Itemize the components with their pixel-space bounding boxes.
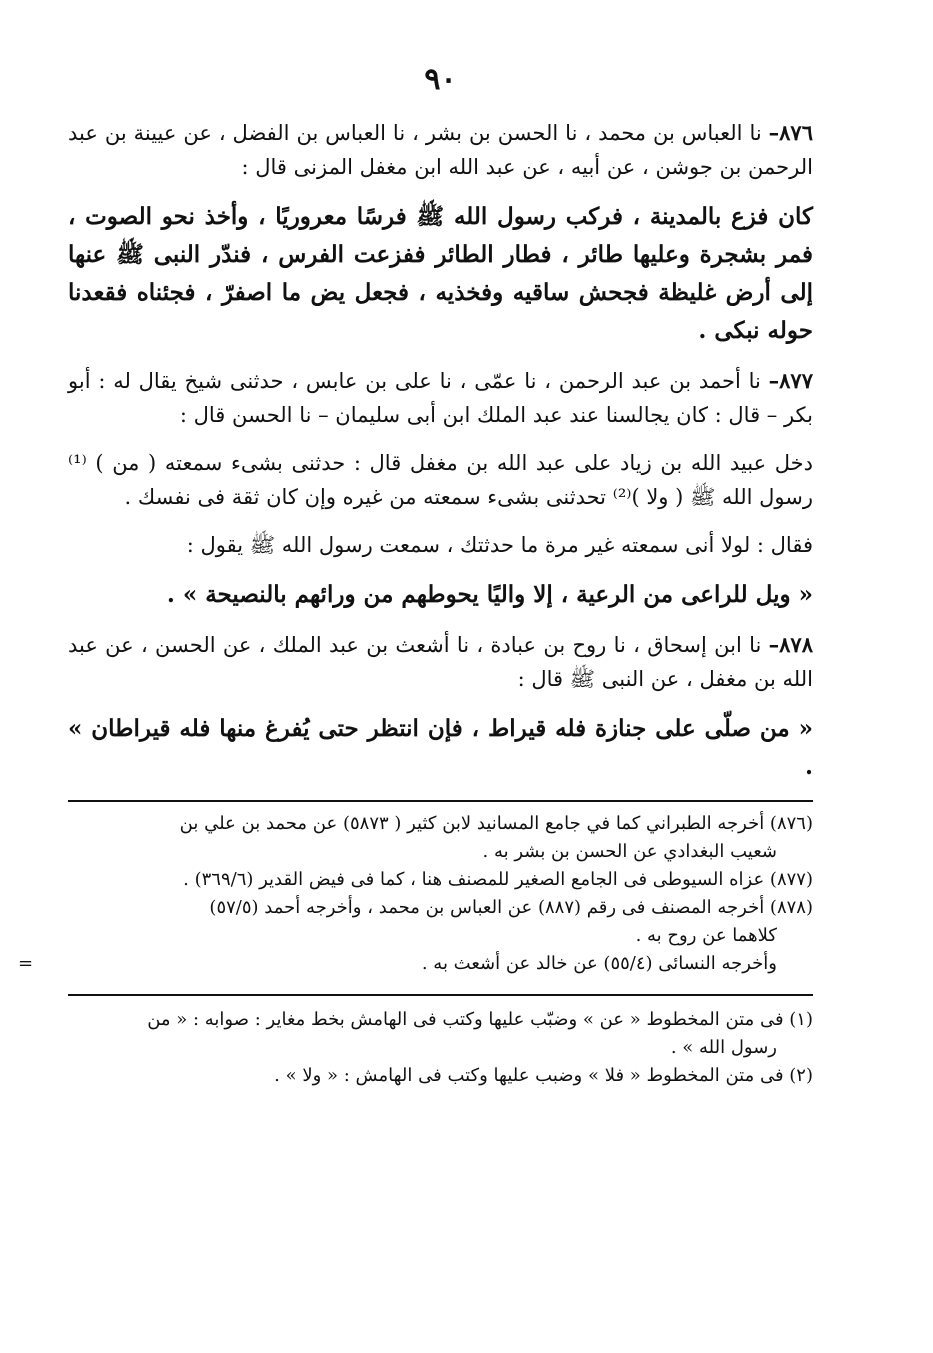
continuation-mark: = [18,953,34,974]
hadith-878-matn: « من صلّى على جنازة فله قيراط ، فإن انتظر حتى يُفرغ منها فله قيراطان » . [68,715,813,780]
footnotes [68,1006,813,1090]
takhrij-878: (٨٧٨) أخرجه المصنف فى رقم (٨٨٧) عن العباس بن محمد ، وأخرجه أحمد (٥٧/٥) كلاهما عن روح به . [209,897,813,946]
takhrij-878-nasai: وأخرجه النسائى (٥٥/٤) عن خالد عن أشعث به . = [68,950,813,978]
footnote-2: (٢) فى متن المخطوط « فلا » وضبب عليها وكتب فى الهامش : « ولا » . [274,1065,813,1086]
footnote-1: (١) فى متن المخطوط « عن » وضبّب عليها وكتب فى الهامش بخط مغاير : صوابه : « من رسول الله » . [147,1009,813,1058]
hadith-876-matn: كان فزع بالمدينة ، فركب رسول الله ﷺ فرسًا معروريًا ، وأخذ نحو الصوت ، فمر بشجرة وعليها طائر ، فطار الطائر ففزعت الفرس ، فندّر النبى ﷺ عنها إلى أرض غليظة فجحش ساقيه وفخذيه ، فجعل يض ما اصفرّ ، فجئناه فقعدنا حوله نبكى . [68,203,813,344]
hadith-877-isnad: ٨٧٧– نا أحمد بن عبد الرحمن ، نا عمّى ، نا على بن عابس ، حدثنى شيخ يقال له : أبو بكر – قال : كان يجالسنا عند عبد الملك ابن أبى سليمان – نا الحسن قال : [68,368,813,427]
takhrij-877: (٨٧٧) عزاه السيوطى فى الجامع الصغير للمصنف هنا ، كما فى فيض القدير (٣٦٩/٦) . [183,869,813,890]
takhrij-separator [68,800,813,802]
hadith-877-reply: فقال : لولا أنى سمعته غير مرة ما حدثتك ، سمعت رسول الله ﷺ يقول : [186,533,813,557]
hadith-877-story: دخل عبيد الله بن زياد على عبد الله بن مغفل قال : حدثنى بشىء سمعته ( من ) ⁽¹⁾ رسول الله ﷺ ( ولا )⁽²⁾ تحدثنى بشىء سمعته من غيره وإن كان ثقة فى نفسك . [68,451,813,509]
footnote-separator [68,994,813,996]
takhrij-876: (٨٧٦) أخرجه الطبراني كما في جامع المسانيد لابن كثير ( ٥٨٧٣) عن محمد بن علي بن شعيب البغدادي عن الحسن بن بشر به . [179,813,813,862]
hadith-876-isnad: ٨٧٦– نا العباس بن محمد ، نا الحسن بن بشر ، نا العباس بن الفضل ، عن عيينة بن عبد الرحمن بن جوشن ، عن أبيه ، عن عبد الله ابن مغفل المزنى قال : [68,120,813,179]
hadith-878-isnad: ٨٧٨– نا ابن إسحاق ، نا روح بن عبادة ، نا أشعث بن عبد الملك ، عن الحسن ، عن عبد الله بن مغفل ، عن النبى ﷺ قال : [68,632,813,691]
takhrij-notes [18,810,813,978]
hadith-877-matn: « ويل للراعى من الرعية ، إلا واليًا يحوطهم من ورائهم بالنصيحة » . [166,581,813,608]
page-number: ٩٠ [424,62,457,97]
